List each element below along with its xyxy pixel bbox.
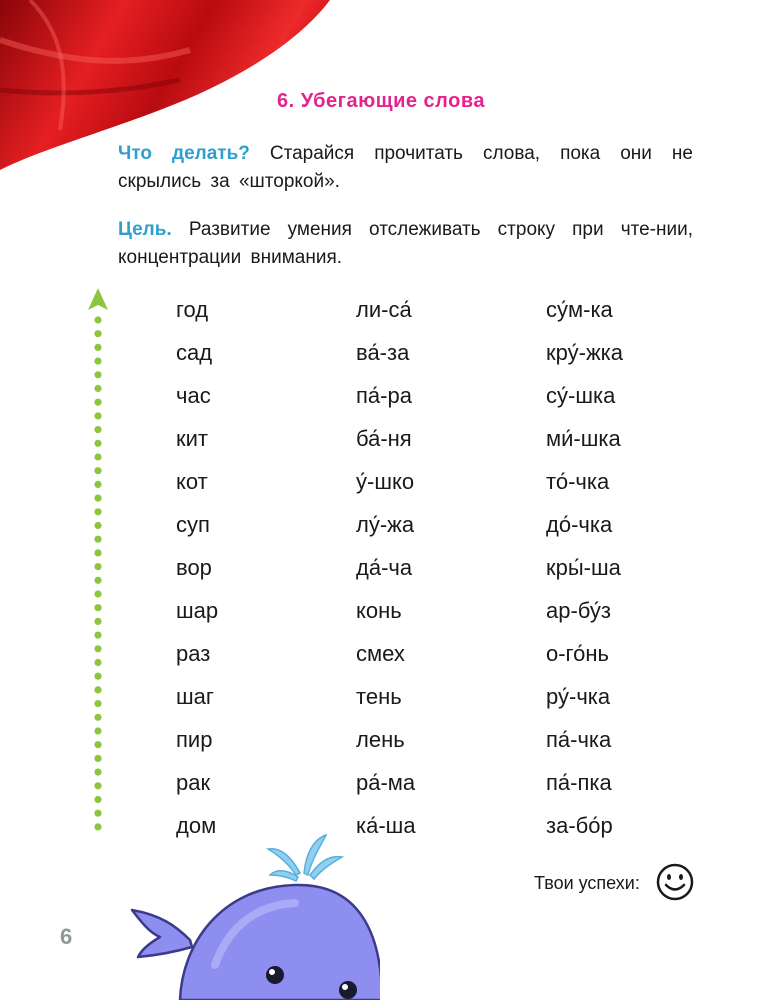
arrow-dot bbox=[94, 453, 101, 460]
arrow-dot bbox=[94, 522, 101, 529]
arrow-dot bbox=[94, 604, 101, 611]
word-item: кру́-жка bbox=[546, 340, 623, 365]
word-item: ба́-ня bbox=[356, 426, 412, 451]
arrow-dot bbox=[94, 385, 101, 392]
arrow-dot bbox=[94, 700, 101, 707]
word-item: су́м-ка bbox=[546, 297, 613, 322]
instruction-lead: Что делать? bbox=[118, 143, 250, 164]
arrow-dot bbox=[94, 741, 101, 748]
arrow-dot bbox=[94, 769, 101, 776]
arrow-dot bbox=[94, 714, 101, 721]
arrow-dot bbox=[94, 412, 101, 419]
word-item: сад bbox=[176, 340, 213, 365]
word-item: то́-чка bbox=[546, 469, 610, 494]
word-item: о-го́нь bbox=[546, 641, 609, 666]
arrow-dot bbox=[94, 467, 101, 474]
arrow-dot bbox=[94, 344, 101, 351]
word-item: па́-чка bbox=[546, 727, 612, 752]
arrow-dot bbox=[94, 481, 101, 488]
instruction-paragraph bbox=[118, 140, 693, 196]
word-item: ми́-шка bbox=[546, 426, 621, 451]
success-label: Твои успехи: bbox=[534, 873, 640, 893]
word-item: пир bbox=[176, 727, 213, 752]
arrow-dot bbox=[94, 508, 101, 515]
smiley-face-icon bbox=[655, 862, 695, 902]
arrow-dot bbox=[94, 673, 101, 680]
arrow-dot bbox=[94, 632, 101, 639]
arrow-dot bbox=[94, 577, 101, 584]
goal-paragraph bbox=[118, 216, 693, 272]
arrow-dot bbox=[94, 371, 101, 378]
page-number: 6 bbox=[60, 924, 73, 949]
arrow-dot bbox=[94, 796, 101, 803]
arrow-dot bbox=[94, 563, 101, 570]
arrow-dot bbox=[94, 330, 101, 337]
arrow-dot bbox=[94, 810, 101, 817]
word-item: па́-пка bbox=[546, 770, 612, 795]
arrow-dot bbox=[94, 316, 101, 323]
arrow-dot bbox=[94, 686, 101, 693]
word-item: ва́-за bbox=[356, 340, 410, 365]
arrow-dot bbox=[94, 426, 101, 433]
arrow-dot bbox=[94, 549, 101, 556]
arrow-dot bbox=[94, 727, 101, 734]
word-item: па́-ра bbox=[356, 383, 412, 408]
arrow-dot bbox=[94, 536, 101, 543]
word-item: час bbox=[176, 383, 211, 408]
word-item: суп bbox=[176, 512, 210, 537]
arrow-dot bbox=[94, 755, 101, 762]
word-item: год bbox=[176, 297, 209, 322]
arrow-dot bbox=[94, 618, 101, 625]
word-column-3 bbox=[546, 296, 623, 855]
word-item: шар bbox=[176, 598, 219, 623]
word-item: су́-шка bbox=[546, 383, 616, 408]
dotted-up-arrow-icon bbox=[84, 288, 112, 844]
word-item: у́-шко bbox=[356, 469, 415, 494]
arrow-dot bbox=[94, 782, 101, 789]
word-item: смех bbox=[356, 641, 405, 666]
word-item: раз bbox=[176, 641, 211, 666]
word-item: ру́-чка bbox=[546, 684, 611, 709]
arrow-dot bbox=[94, 659, 101, 666]
word-item: конь bbox=[356, 598, 402, 623]
arrow-dot bbox=[94, 358, 101, 365]
word-item: кры́-ша bbox=[546, 555, 621, 580]
word-item: до́-чка bbox=[546, 512, 613, 537]
word-item: за-бо́р bbox=[546, 813, 613, 838]
word-item: ра́-ма bbox=[356, 770, 416, 795]
arrow-dot bbox=[94, 645, 101, 652]
whale-illustration bbox=[120, 825, 380, 1000]
word-column-2 bbox=[356, 296, 416, 855]
arrow-dot bbox=[94, 590, 101, 597]
page-title: 6. Убегающие слова bbox=[277, 90, 485, 112]
arrow-dot bbox=[94, 823, 101, 830]
word-item: ли-са́ bbox=[356, 297, 412, 322]
word-item: кит bbox=[176, 426, 208, 451]
word-item: тень bbox=[356, 684, 402, 709]
word-column-1 bbox=[176, 296, 218, 855]
word-item: ар-бу́з bbox=[546, 598, 612, 623]
instruction-text: Старайся прочитать слова, пока они не скрылись за «шторкой». bbox=[118, 143, 693, 192]
word-item: вор bbox=[176, 555, 212, 580]
arrow-dot bbox=[94, 399, 101, 406]
word-item: лень bbox=[356, 727, 405, 752]
word-item: дом bbox=[176, 813, 217, 838]
word-item: рак bbox=[176, 770, 211, 795]
word-item: шаг bbox=[176, 684, 214, 709]
word-item: ка́-ша bbox=[356, 813, 416, 838]
arrow-dot bbox=[94, 495, 101, 502]
goal-text: Развитие умения отслеживать строку при чте-нии, концентрации внимания. bbox=[118, 219, 693, 268]
word-item: кот bbox=[176, 469, 208, 494]
goal-lead: Цель. bbox=[118, 219, 172, 240]
word-item: лу́-жа bbox=[356, 512, 415, 537]
word-item: да́-ча bbox=[356, 555, 413, 580]
arrow-dot bbox=[94, 440, 101, 447]
